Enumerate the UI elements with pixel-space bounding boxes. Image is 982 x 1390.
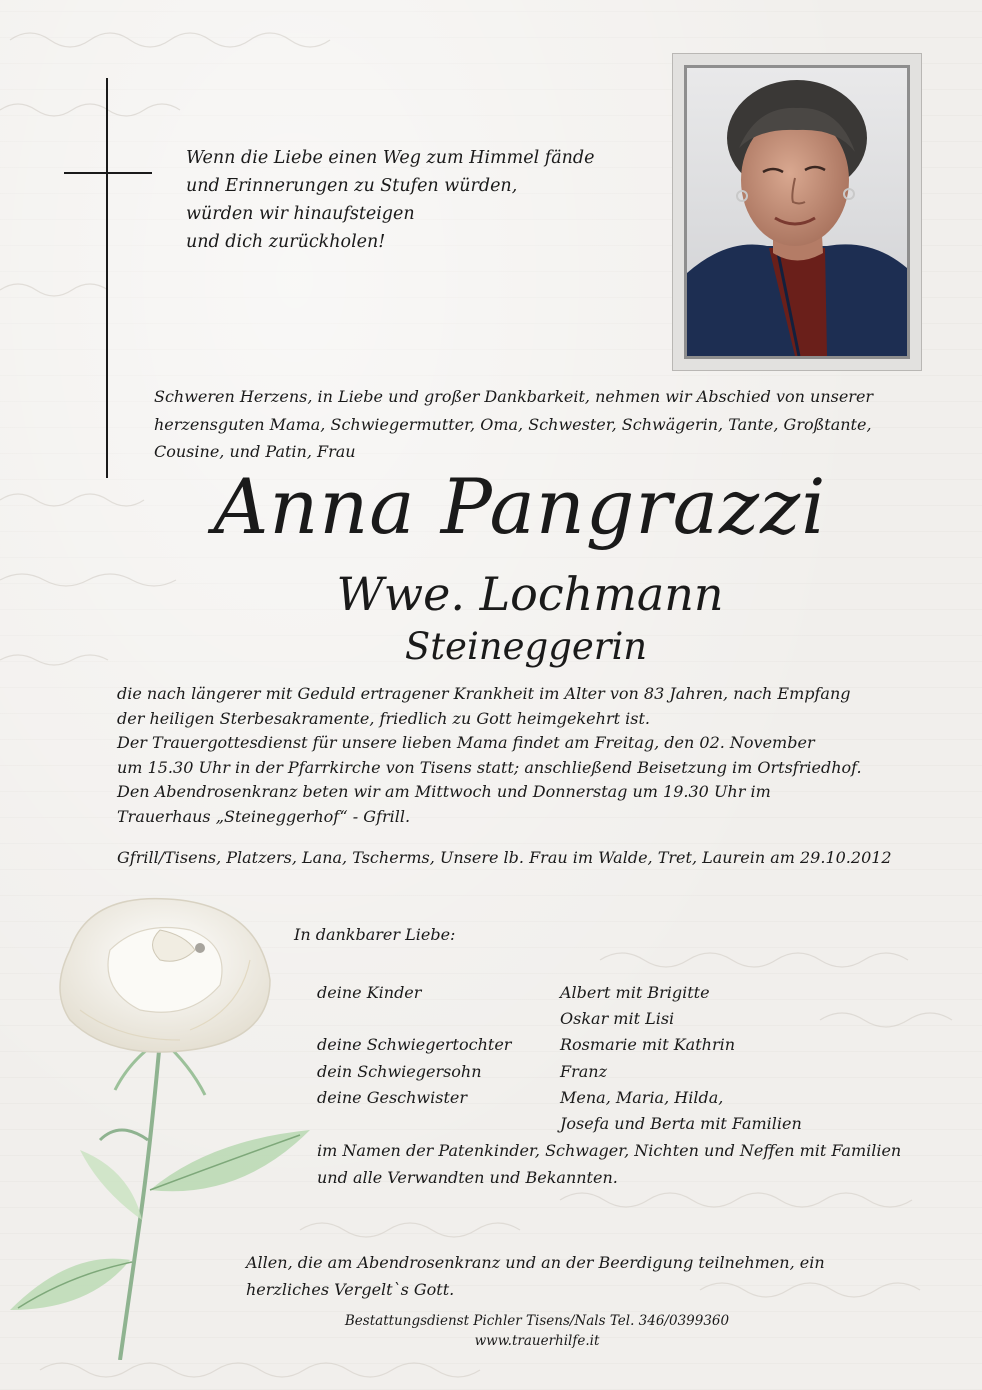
footer-company: Bestattungsdienst Pichler Tisens/Nals Tel. 346/0399360 xyxy=(344,1313,730,1329)
poem-line: Wenn die Liebe einen Weg zum Himmel fände xyxy=(186,148,595,168)
announcement-line: Der Trauergottesdienst für unsere lieben Mama findet am Freitag, den 02. November xyxy=(117,733,815,752)
announcement-line: Trauerhaus „Steineggerhof“ - Gfrill. xyxy=(117,806,411,826)
announcement-line: der heiligen Sterbesakramente, friedlich zu Gott heimgekehrt ist. xyxy=(117,708,650,728)
family-role: deine Kinder xyxy=(317,983,422,1002)
family-role xyxy=(317,1111,560,1137)
footer-website: www.trauerhilfe.it xyxy=(474,1333,600,1349)
family-row xyxy=(317,1006,877,1032)
family-row xyxy=(317,1111,877,1137)
family-row xyxy=(317,980,877,1006)
family-row xyxy=(317,1032,877,1058)
intro-text xyxy=(154,383,914,466)
family-names: Oskar mit Lisi xyxy=(560,1009,675,1029)
footer xyxy=(0,1311,982,1351)
family-role: dein Schwiegersohn xyxy=(317,1061,482,1081)
announcement-line: Den Abendrosenkranz beten wir am Mittwoch und Donnerstag um 19.30 Uhr im xyxy=(117,782,771,801)
family-names: Franz xyxy=(560,1061,608,1081)
announcement-line: um 15.30 Uhr in der Pfarrkirche von Tisens statt; anschließend Beisetzung im Ortsfriedhof. xyxy=(117,757,862,777)
family-names: Mena, Maria, Hilda, xyxy=(560,1087,724,1107)
closing-line: im Namen der Patenkinder, Schwager, Nichten und Neffen mit Familien xyxy=(317,1141,902,1160)
farm-name: Steineggerin xyxy=(404,625,648,668)
portrait-photo xyxy=(684,65,910,359)
poem xyxy=(186,144,646,256)
intro-line: Cousine, und Patin, Frau xyxy=(154,442,356,461)
announcement-text xyxy=(117,682,957,829)
poem-line: und dich zurückholen! xyxy=(186,232,386,252)
greeting: In dankbarer Liebe: xyxy=(294,925,456,944)
thanks-line: herzliches Vergelt`s Gott. xyxy=(246,1279,455,1299)
intro-line: herzensguten Mama, Schwiegermutter, Oma, Schwester, Schwägerin, Tante, Großtante, xyxy=(154,414,872,434)
widow-name: Wwe. Lochmann xyxy=(336,567,724,621)
family-row xyxy=(317,1085,877,1111)
thanks-text xyxy=(246,1250,886,1303)
closing-line: und alle Verwandten und Bekannten. xyxy=(317,1167,618,1187)
poem-line: und Erinnerungen zu Stufen würden, xyxy=(186,176,518,196)
family-role: deine Geschwister xyxy=(317,1087,467,1107)
family-row xyxy=(317,1059,877,1085)
closing-text xyxy=(317,1138,957,1191)
family-list xyxy=(317,980,877,1137)
family-role: deine Schwiegertochter xyxy=(317,1035,512,1055)
deceased-name: Anna Pangrazzi xyxy=(213,462,827,551)
family-names: Josefa und Berta mit Familien xyxy=(560,1114,802,1134)
announcement-line: die nach längerer mit Geduld ertragener Krankheit im Alter von 83 Jahren, nach Empfang xyxy=(117,684,851,703)
portrait-frame xyxy=(672,53,922,371)
family-names: Albert mit Brigitte xyxy=(560,983,710,1002)
thanks-line: Allen, die am Abendrosenkranz und an der Beerdigung teilnehmen, ein xyxy=(246,1253,825,1272)
place-date: Gfrill/Tisens, Platzers, Lana, Tscherms, Unsere lb. Frau im Walde, Tret, Laurein am 29.10.2012 xyxy=(117,848,892,867)
poem-line: würden wir hinaufsteigen xyxy=(186,204,415,224)
family-names: Rosmarie mit Kathrin xyxy=(560,1035,736,1055)
intro-line: Schweren Herzens, in Liebe und großer Dankbarkeit, nehmen wir Abschied von unserer xyxy=(154,387,874,406)
family-role xyxy=(317,1006,560,1032)
